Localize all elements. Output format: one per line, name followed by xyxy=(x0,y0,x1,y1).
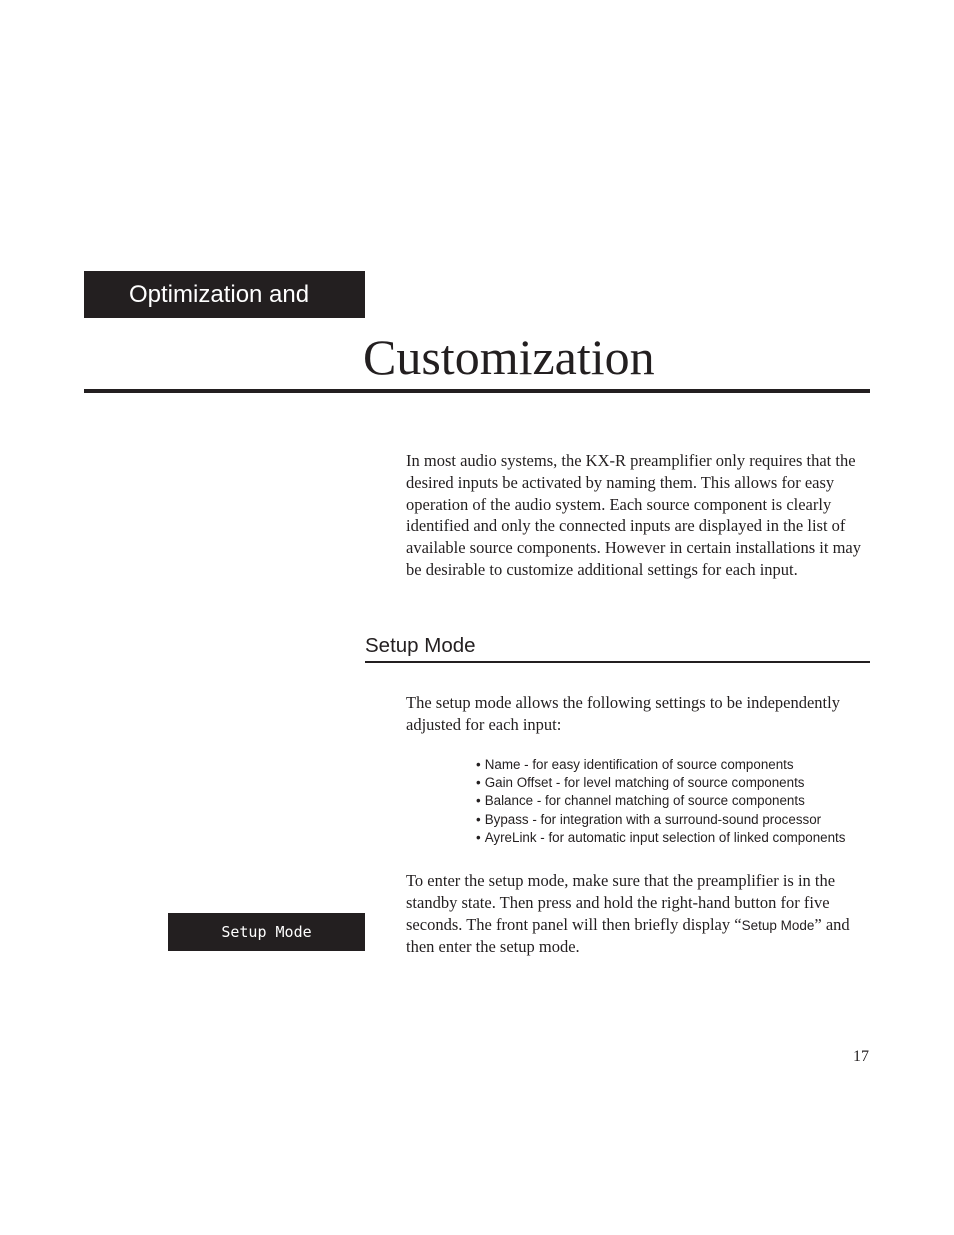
list-item: • Gain Offset - for level matching of source components xyxy=(476,775,805,791)
list-item: • Name - for easy identification of source components xyxy=(476,757,794,772)
front-panel-display xyxy=(168,913,365,951)
bullet-icon: • xyxy=(476,757,481,772)
bullet-icon: • xyxy=(476,829,481,845)
setup-intro-paragraph: The setup mode allows the following settings to be independently adjusted for each input: xyxy=(406,693,840,734)
list-item: • Balance - for channel matching of source components xyxy=(476,793,805,809)
enter-setup-paragraph: To enter the setup mode, make sure that the preamplifier is in the standby state. Then press and hold the right-hand button for five seconds. The front panel will then briefly display “Setup Mode” and then enter the setup mode. xyxy=(406,871,850,957)
chapter-label-box xyxy=(84,271,365,318)
list-item: • AyreLink - for automatic input selection of linked components xyxy=(476,829,846,845)
inline-display-text: Setup Mode xyxy=(741,917,815,933)
intro-paragraph: In most audio systems, the KX-R preamplifier only requires that the desired inputs be activated by naming them. This allows for easy operation of the audio system. Each source component is clearly identified and only the connected inputs are displayed in the list of available source components. However in certain installations it may be desirable to customize additional settings for each input. xyxy=(406,451,861,579)
list-item: • Bypass - for integration with a surround-sound processor xyxy=(476,811,822,827)
bullet-icon: • xyxy=(476,793,481,809)
front-panel-display-text: Setup Mode xyxy=(221,923,312,941)
section-heading-setup-mode: Setup Mode xyxy=(365,634,476,657)
section-divider xyxy=(365,661,870,663)
title-divider xyxy=(84,389,870,393)
chapter-title: Customization xyxy=(363,329,655,385)
settings-list xyxy=(476,756,845,847)
chapter-label: Optimization and xyxy=(129,281,310,308)
bullet-icon: • xyxy=(476,811,481,827)
bullet-icon: • xyxy=(476,775,481,791)
page-number: 17 xyxy=(853,1048,869,1065)
